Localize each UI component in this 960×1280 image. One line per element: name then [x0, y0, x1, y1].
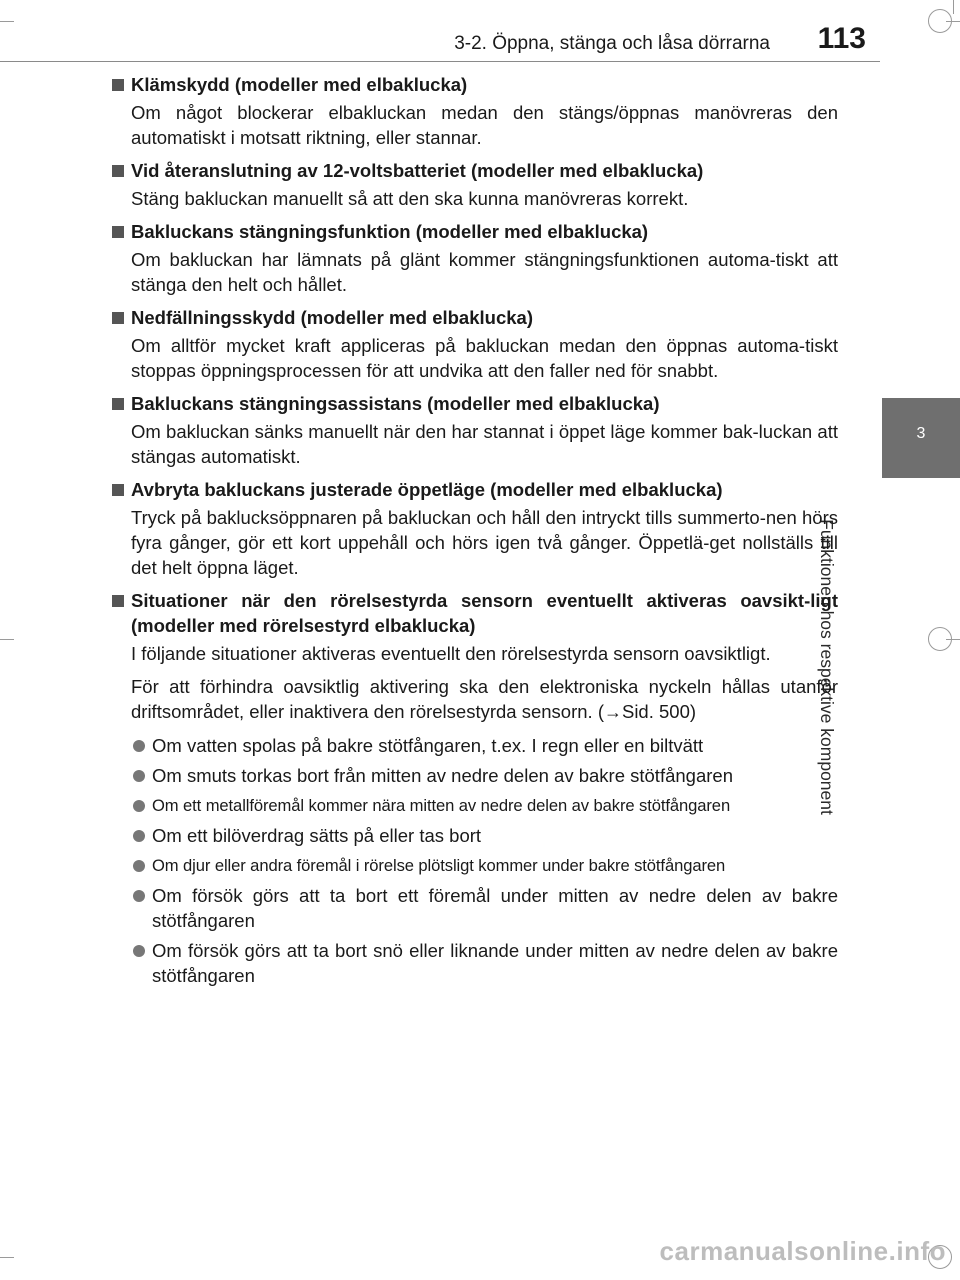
square-bullet-icon: [112, 165, 124, 177]
section-heading: Bakluckans stängningsassistans (modeller med elbaklucka): [112, 391, 838, 416]
list-item: Om försök görs att ta bort snö eller liknande under mitten av nedre delen av bakre stötfångaren: [112, 938, 838, 988]
list-item: Om djur eller andra föremål i rörelse plötsligt kommer under bakre stötfångaren: [112, 853, 838, 878]
section: [112, 477, 838, 580]
list-item: Om smuts torkas bort från mitten av nedre delen av bakre stötfångaren: [112, 763, 838, 788]
page-content: [112, 72, 838, 996]
section-heading: Nedfällningsskydd (modeller med elbaklucka): [112, 305, 838, 330]
square-bullet-icon: [112, 398, 124, 410]
section: [112, 219, 838, 297]
square-bullet-icon: [112, 79, 124, 91]
page-reference-link[interactable]: Sid. 500): [621, 701, 697, 722]
section-heading: Bakluckans stängningsfunktion (modeller med elbaklucka): [112, 219, 838, 244]
round-bullet-icon: [133, 945, 145, 957]
side-tab-label: Funktionen hos respektive komponent: [817, 519, 837, 815]
page-number: 113: [817, 22, 866, 55]
side-tab-number: 3: [882, 398, 960, 478]
paragraph: Stäng bakluckan manuellt så att den ska kunna manövreras korrekt.: [131, 188, 689, 209]
crop-mark: [0, 639, 14, 640]
paragraph: Om alltför mycket kraft appliceras på bakluckan medan den öppnas automa-tiskt stoppas öppningsprocessen för att undvika att den faller ned för snabbt.: [131, 335, 838, 381]
list-item: Om ett metallföremål kommer nära mitten av nedre delen av bakre stötfångaren: [112, 793, 838, 818]
paragraph: Tryck på baklucksöppnaren på bakluckan och håll den intryckt tills summerto-nen hörs fyra gånger, gör ett kort uppehåll och hörs igen två gånger. Öppetlä-get nollställs till det helt öppna läget.: [131, 507, 838, 578]
section-heading: Klämskydd (modeller med elbaklucka): [112, 72, 838, 97]
paragraph: För att förhindra oavsiktlig aktivering ska den elektroniska nyckeln hållas utanför driftsområdet, eller inaktivera den rörelsestyrda sensorn. (→Sid. 500): [131, 676, 838, 722]
list-item: Om vatten spolas på bakre stötfångaren, t.ex. I regn eller en biltvätt: [112, 733, 838, 758]
section: [112, 391, 838, 469]
section: [112, 72, 838, 150]
section: [112, 158, 838, 211]
page-header: [0, 0, 960, 62]
section-heading: Situationer när den rörelsestyrda sensorn eventuellt aktiveras oavsikt-ligt (modeller med rörelsestyrd elbaklucka): [112, 588, 838, 638]
square-bullet-icon: [112, 226, 124, 238]
round-bullet-icon: [133, 770, 145, 782]
square-bullet-icon: [112, 312, 124, 324]
watermark[interactable]: carmanualsonline.info: [659, 1236, 946, 1266]
paragraph: Om bakluckan har lämnats på glänt kommer stängningsfunktionen automa-tiskt att stänga den helt och hållet.: [131, 249, 838, 295]
paragraph: Om något blockerar elbakluckan medan den stängs/öppnas manövreras den automatiskt i motsatt riktning, eller stannar.: [131, 102, 838, 148]
bullet-list: [112, 733, 838, 988]
round-bullet-icon: [133, 890, 145, 902]
header-rule: [0, 61, 880, 62]
round-bullet-icon: [133, 800, 145, 812]
chapter-title: 3-2. Öppna, stänga och låsa dörrarna: [454, 33, 770, 54]
crop-mark: [0, 1257, 14, 1258]
list-item: Om ett bilöverdrag sätts på eller tas bort: [112, 823, 838, 848]
paragraph: Om bakluckan sänks manuellt när den har stannat i öppet läge kommer bak-luckan att stängas automatiskt.: [131, 421, 838, 467]
section: [112, 305, 838, 383]
page-reference-arrow-icon: →: [603, 702, 622, 722]
round-bullet-icon: [133, 860, 145, 872]
side-tab: [882, 478, 960, 818]
section: [112, 588, 838, 988]
list-item: Om försök görs att ta bort ett föremål under mitten av nedre delen av bakre stötfångaren: [112, 883, 838, 933]
square-bullet-icon: [112, 595, 124, 607]
round-bullet-icon: [133, 740, 145, 752]
square-bullet-icon: [112, 484, 124, 496]
round-bullet-icon: [133, 830, 145, 842]
section-heading: Avbryta bakluckans justerade öppetläge (modeller med elbaklucka): [112, 477, 838, 502]
paragraph: I följande situationer aktiveras eventuellt den rörelsestyrda sensorn oavsiktligt.: [131, 643, 771, 664]
section-heading: Vid återanslutning av 12-voltsbatteriet (modeller med elbaklucka): [112, 158, 838, 183]
